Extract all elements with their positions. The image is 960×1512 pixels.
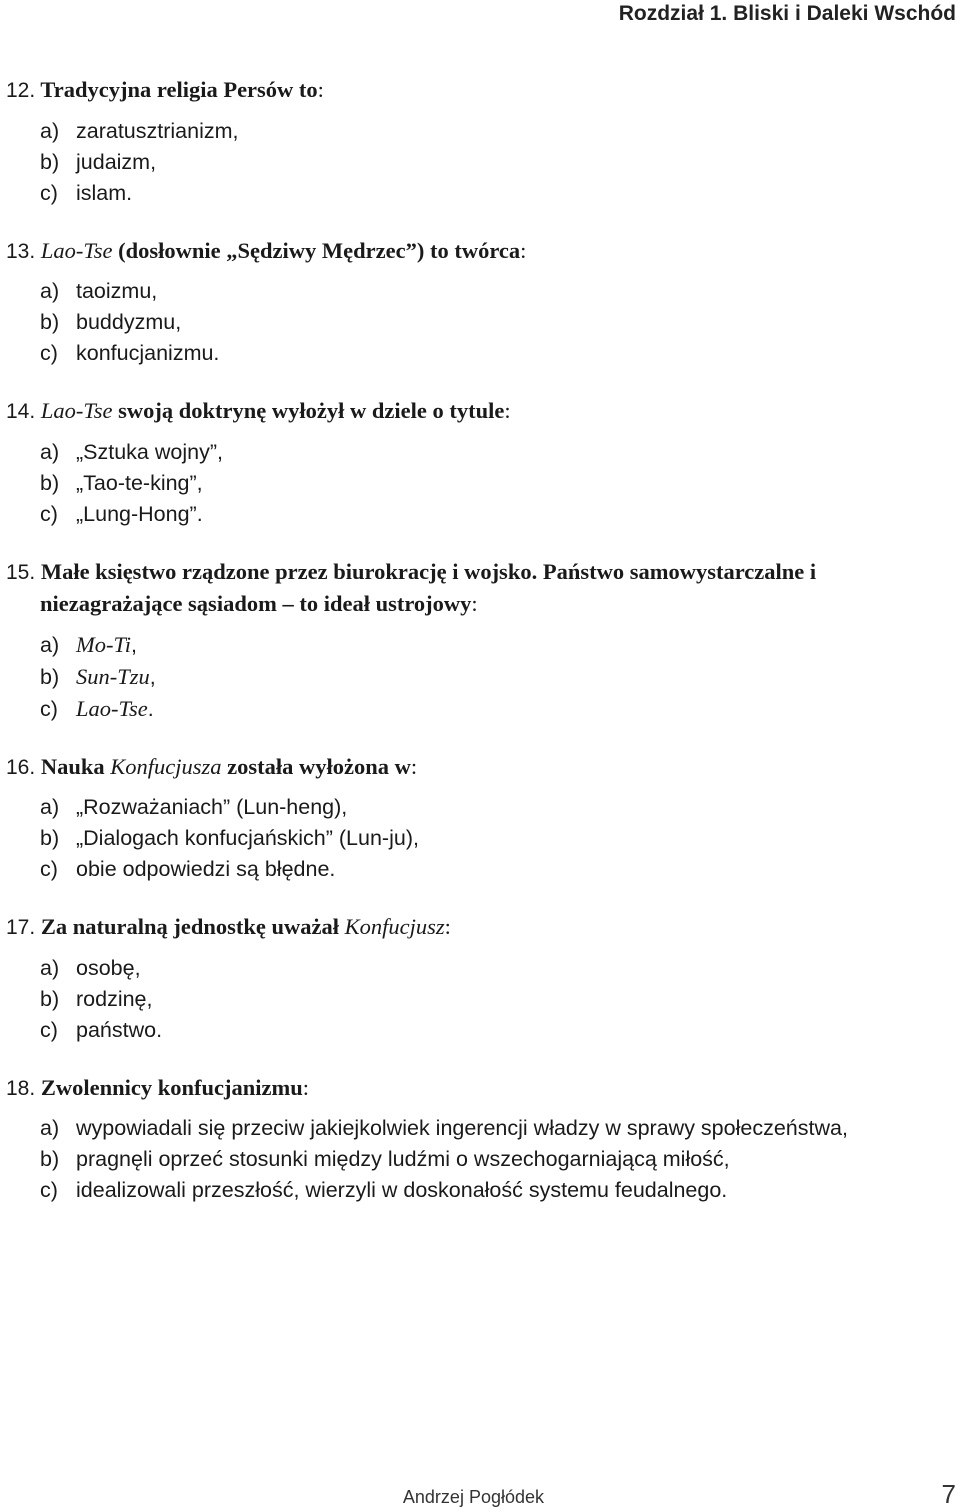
answer-letter: b) <box>40 664 60 689</box>
question-stem <box>6 1072 958 1105</box>
answer-option <box>6 854 958 885</box>
answer-option <box>6 178 958 209</box>
answer-letter: c) <box>40 180 58 205</box>
stem-text: Za naturalną jednostkę uważał <box>40 914 345 939</box>
stem-italic: Lao-Tse <box>40 237 113 263</box>
answer-letter: c) <box>40 857 58 881</box>
answer-text: „Rozważaniach” (Lun-heng), <box>76 795 348 819</box>
answer-italic: Lao-Tse <box>76 695 148 721</box>
answer-text: , <box>131 632 137 657</box>
answer-text: „Lung-Hong”. <box>76 501 203 526</box>
answer-option <box>6 147 958 178</box>
question-15 <box>6 556 958 725</box>
question-number: 18. <box>6 1076 36 1100</box>
stem-italic: Konfucjusz <box>344 914 445 939</box>
answer-text: judaizm, <box>76 149 157 174</box>
stem-text: Nauka <box>40 753 111 779</box>
answer-text: , <box>149 664 156 689</box>
answer-letter: c) <box>40 696 58 721</box>
answer-option <box>6 792 958 823</box>
answer-letter: c) <box>40 1017 58 1042</box>
answer-option <box>6 629 958 661</box>
stem-text: Tradycyjna religia Persów to <box>40 77 318 102</box>
answer-option <box>6 276 958 307</box>
question-number: 16. <box>6 755 36 779</box>
answer-text: idealizowali przeszłość, wierzyli w doskonałość systemu feudalnego. <box>76 1178 728 1202</box>
answer-text: państwo. <box>76 1017 163 1042</box>
stem-text: swoją doktrynę wyłożył w dziele o tytule <box>112 398 505 423</box>
answer-option <box>6 116 958 147</box>
question-17 <box>6 911 958 1046</box>
page-number: 7 <box>941 1479 956 1509</box>
question-number: 13. <box>6 239 36 263</box>
stem-text: (dosłownie „Sędziwy Mędrzec”) to twórca <box>112 237 521 263</box>
answer-letter: b) <box>40 1147 60 1171</box>
answer-text: osobę, <box>76 955 141 980</box>
answer-text: islam. <box>76 180 133 205</box>
answer-letter: a) <box>40 279 60 303</box>
answer-option <box>6 1175 958 1206</box>
question-number: 17. <box>6 916 36 939</box>
stem-colon: : <box>444 914 451 939</box>
answer-text: taoizmu, <box>76 279 158 303</box>
answer-letter: b) <box>40 310 60 334</box>
question-stem <box>6 751 958 784</box>
answer-text: „Sztuka wojny”, <box>76 439 223 464</box>
answer-letter: b) <box>40 826 60 850</box>
answer-letter: c) <box>40 1178 58 1202</box>
answer-option <box>6 468 958 499</box>
answer-text: wypowiadali się przeciw jakiejkolwiek ingerencji władzy w sprawy społeczeństwa, <box>76 1116 848 1140</box>
stem-colon: : <box>471 591 478 616</box>
answer-option <box>6 693 958 725</box>
answer-option <box>6 823 958 854</box>
question-stem <box>6 235 958 268</box>
answer-letter: b) <box>40 986 60 1011</box>
answer-letter: a) <box>40 1116 60 1140</box>
stem-text: Małe księstwo rządzone przez biurokrację i wojsko. Państwo samowystarczalne i niezagrażające sąsiadom – to ideał ustrojowy <box>40 558 817 616</box>
answer-option <box>6 499 958 530</box>
answer-text: zaratusztrianizm, <box>76 118 239 143</box>
answer-text: obie odpowiedzi są błędne. <box>76 857 336 881</box>
question-list <box>6 74 958 1232</box>
question-stem <box>6 395 958 428</box>
stem-colon: : <box>504 398 511 423</box>
answer-italic: Mo-Ti <box>76 631 132 657</box>
answer-text: konfucjanizmu. <box>76 341 220 365</box>
stem-colon: : <box>302 1074 309 1100</box>
stem-colon: : <box>317 77 324 102</box>
chapter-header: Rozdział 1. Bliski i Daleki Wschód <box>618 2 956 25</box>
stem-text-after: została wyłożona w <box>221 753 411 779</box>
question-number: 14. <box>6 400 36 423</box>
answer-text: rodzinę, <box>76 986 153 1011</box>
answer-letter: b) <box>40 149 60 174</box>
answer-letter: c) <box>40 501 58 526</box>
question-stem <box>6 556 958 620</box>
answer-option <box>6 437 958 468</box>
footer-author: Andrzej Pogłódek <box>402 1487 544 1507</box>
stem-colon: : <box>410 753 418 779</box>
answer-option <box>6 338 958 369</box>
answer-option <box>6 661 958 693</box>
answer-letter: a) <box>40 632 60 657</box>
answer-option <box>6 1015 958 1046</box>
answer-letter: a) <box>40 118 60 143</box>
answer-text: . <box>147 696 154 721</box>
answer-letter: a) <box>40 795 60 819</box>
question-number: 15. <box>6 560 36 584</box>
question-stem <box>6 911 958 944</box>
answer-option <box>6 1113 958 1144</box>
stem-text: Zwolennicy konfucjanizmu <box>40 1074 303 1100</box>
answer-option <box>6 953 958 984</box>
stem-colon: : <box>520 237 527 263</box>
answer-text: buddyzmu, <box>76 310 182 334</box>
question-12 <box>6 74 958 209</box>
question-16 <box>6 751 958 886</box>
stem-italic: Lao-Tse <box>40 398 113 423</box>
answer-italic: Sun-Tzu <box>76 663 150 689</box>
answer-option <box>6 984 958 1015</box>
question-18 <box>6 1072 958 1207</box>
answer-text: „Tao-te-king”, <box>76 470 203 495</box>
question-13 <box>6 235 958 370</box>
answer-letter: a) <box>40 439 60 464</box>
answer-option <box>6 307 958 338</box>
answer-text: „Dialogach konfucjańskich” (Lun-ju), <box>76 826 419 850</box>
answer-text: pragnęli oprzeć stosunki między ludźmi o wszechogarniającą miłość, <box>76 1147 730 1171</box>
question-number: 12. <box>6 79 36 102</box>
answer-letter: c) <box>40 341 58 365</box>
stem-italic: Konfucjusza <box>110 753 222 779</box>
answer-letter: a) <box>40 955 60 980</box>
answer-letter: b) <box>40 470 60 495</box>
answer-option <box>6 1144 958 1175</box>
question-14 <box>6 395 958 530</box>
question-stem <box>6 74 958 107</box>
